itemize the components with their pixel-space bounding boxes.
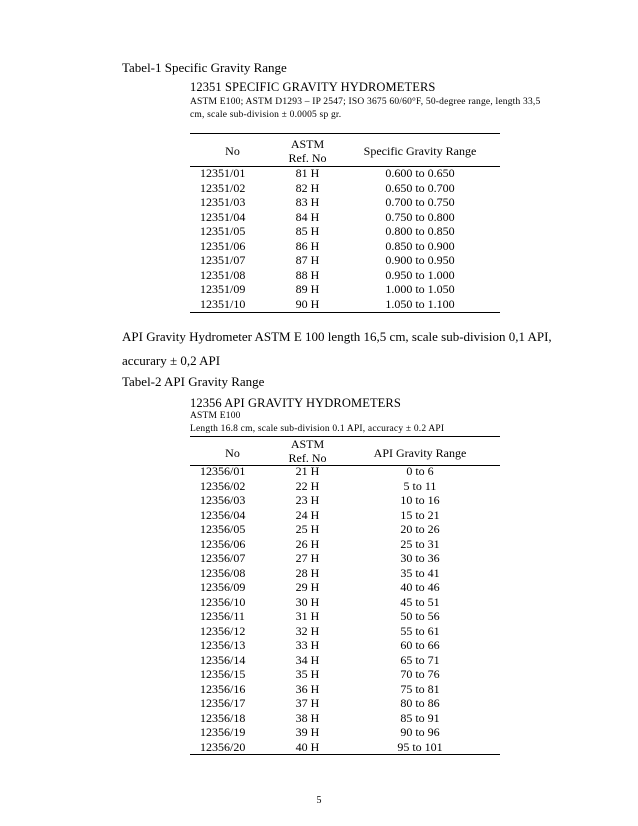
row-astm-ref: 21 H [295, 464, 320, 478]
table-row [190, 667, 500, 682]
row-range: 0.700 to 0.750 [385, 195, 455, 209]
row-range: 10 to 16 [400, 493, 440, 507]
row-astm-ref: 30 H [295, 594, 320, 609]
table2-header-astm-line1: ASTM [290, 437, 325, 451]
row-no: 12356/11 [200, 609, 245, 623]
row-no: 12356/19 [200, 725, 246, 739]
table2-caption: Tabel-2 API Gravity Range [122, 374, 265, 389]
table-row [190, 282, 500, 297]
table-row [190, 609, 500, 624]
table-row [190, 464, 500, 479]
table1-top-rule [190, 133, 500, 134]
row-astm-ref: 87 H [295, 253, 320, 267]
row-range: 0.600 to 0.650 [385, 166, 455, 180]
table1-header-range: Specific Gravity Range [363, 144, 477, 158]
row-range: 5 to 11 [403, 478, 437, 493]
row-range: 20 to 26 [400, 522, 440, 536]
row-no: 12356/10 [200, 594, 246, 609]
row-no: 12351/05 [200, 224, 246, 238]
row-range: 0.850 to 0.900 [385, 238, 455, 253]
row-range: 0.950 to 1.000 [385, 267, 455, 282]
row-range: 65 to 71 [400, 652, 440, 667]
row-no: 12356/16 [200, 681, 246, 696]
table-row [190, 653, 500, 668]
table-row [190, 181, 500, 196]
row-no: 12356/20 [200, 739, 246, 754]
row-range: 75 to 81 [400, 681, 440, 696]
row-no: 12351/06 [200, 238, 246, 253]
row-astm-ref: 81 H [295, 166, 320, 180]
row-no: 12356/14 [200, 652, 246, 667]
row-astm-ref: 32 H [295, 623, 320, 638]
table2-description-line1: ASTM E100 [190, 411, 241, 421]
table1-header-no: No [225, 144, 240, 158]
row-no: 12351/07 [200, 253, 246, 267]
row-astm-ref: 84 H [295, 209, 320, 224]
row-no: 12356/04 [200, 507, 246, 522]
table-row [190, 624, 500, 639]
table2-data-table [190, 464, 500, 754]
row-range: 80 to 86 [400, 696, 440, 710]
row-astm-ref: 28 H [295, 565, 320, 580]
row-range: 95 to 101 [397, 739, 443, 754]
row-no: 12356/17 [200, 696, 246, 710]
table-row [190, 508, 500, 523]
row-no: 12356/08 [200, 565, 246, 580]
row-no: 12356/05 [200, 522, 246, 536]
row-range: 0 to 6 [406, 464, 434, 478]
table2-title: 12356 API GRAVITY HYDROMETERS [190, 396, 401, 410]
row-no: 12356/15 [200, 667, 246, 681]
row-range: 35 to 41 [400, 565, 440, 580]
row-range: 30 to 36 [400, 551, 440, 565]
row-range: 15 to 21 [400, 507, 440, 522]
row-astm-ref: 25 H [295, 522, 320, 536]
table1-description-line1: ASTM E100; ASTM D1293 – IP 2547; ISO 3675 60/60°F, 50-degree range, length 33,5 [190, 97, 541, 107]
row-astm-ref: 82 H [295, 180, 320, 195]
row-no: 12356/13 [200, 638, 246, 652]
table1-bottom-rule [190, 312, 500, 313]
row-no: 12351/02 [200, 180, 246, 195]
row-astm-ref: 40 H [295, 739, 320, 754]
row-astm-ref: 89 H [295, 282, 320, 296]
table1-header-astm [275, 137, 340, 165]
row-no: 12356/07 [200, 551, 246, 565]
row-astm-ref: 24 H [295, 507, 320, 522]
table-row [190, 696, 500, 711]
row-astm-ref: 38 H [295, 710, 320, 725]
row-range: 0.900 to 0.950 [385, 253, 455, 267]
row-no: 12351/01 [200, 166, 246, 180]
row-astm-ref: 22 H [295, 478, 320, 493]
table-row [190, 239, 500, 254]
table-row [190, 580, 500, 595]
row-no: 12356/02 [200, 478, 246, 493]
row-no: 12356/09 [200, 580, 246, 594]
table-row [190, 595, 500, 610]
row-astm-ref: 37 H [295, 696, 320, 710]
table-row [190, 638, 500, 653]
row-no: 12356/06 [200, 536, 246, 551]
table2-bottom-rule [190, 754, 500, 755]
row-range: 50 to 56 [400, 609, 440, 623]
table1-header-astm-line2: Ref. No [288, 151, 327, 165]
table-row [190, 551, 500, 566]
table-row [190, 725, 500, 740]
row-no: 12356/12 [200, 623, 246, 638]
row-no: 12356/01 [200, 464, 246, 478]
table-row [190, 166, 500, 181]
page-number: 5 [316, 795, 322, 806]
row-astm-ref: 83 H [295, 195, 320, 209]
table1-description-line2: cm, scale sub-division ± 0.0005 sp gr. [190, 110, 342, 120]
table2-description-line2: Length 16.8 cm, scale sub-division 0.1 API, accuracy ± 0.2 API [190, 424, 445, 434]
row-no: 12356/03 [200, 493, 246, 507]
table1-header-astm-line1: ASTM [290, 137, 325, 151]
row-range: 85 to 91 [400, 710, 440, 725]
table2-header-astm [275, 437, 340, 465]
row-no: 12356/18 [200, 710, 246, 725]
row-range: 1.000 to 1.050 [385, 282, 455, 296]
table-row [190, 740, 500, 755]
row-range: 0.650 to 0.700 [385, 180, 455, 195]
table-row [190, 297, 500, 312]
table2-top-rule [190, 436, 500, 437]
table1-caption: Tabel-1 Specific Gravity Range [122, 60, 287, 75]
row-astm-ref: 35 H [295, 667, 320, 681]
row-no: 12351/10 [200, 296, 246, 311]
row-astm-ref: 23 H [295, 493, 320, 507]
row-astm-ref: 36 H [295, 681, 320, 696]
table-row [190, 711, 500, 726]
row-astm-ref: 29 H [295, 580, 320, 594]
table1-title: 12351 SPECIFIC GRAVITY HYDROMETERS [190, 80, 436, 94]
row-range: 90 to 96 [400, 725, 440, 739]
row-range: 70 to 76 [400, 667, 440, 681]
row-astm-ref: 86 H [295, 238, 320, 253]
table-row [190, 195, 500, 210]
table-row [190, 566, 500, 581]
row-range: 60 to 66 [400, 638, 440, 652]
row-no: 12351/04 [200, 209, 246, 224]
table2-rows [190, 464, 500, 754]
paragraph-line1: API Gravity Hydrometer ASTM E 100 length 16,5 cm, scale sub-division 0,1 API, [122, 329, 552, 344]
table-row [190, 210, 500, 225]
table-row [190, 682, 500, 697]
row-astm-ref: 27 H [295, 551, 320, 565]
row-astm-ref: 90 H [295, 296, 320, 311]
table2-header-no: No [225, 446, 240, 460]
row-range: 25 to 31 [400, 536, 440, 551]
table-row [190, 253, 500, 268]
row-no: 12351/08 [200, 267, 246, 282]
row-astm-ref: 33 H [295, 638, 320, 652]
paragraph-line2: accurary ± 0,2 API [122, 353, 221, 368]
row-no: 12351/03 [200, 195, 246, 209]
row-range: 40 to 46 [400, 580, 440, 594]
row-astm-ref: 26 H [295, 536, 320, 551]
row-astm-ref: 39 H [295, 725, 320, 739]
table-row [190, 522, 500, 537]
table-row [190, 268, 500, 283]
table-row [190, 224, 500, 239]
row-range: 45 to 51 [400, 594, 440, 609]
row-astm-ref: 88 H [295, 267, 320, 282]
row-no: 12351/09 [200, 282, 246, 296]
row-astm-ref: 85 H [295, 224, 320, 238]
table1-data-table [190, 166, 500, 311]
table-row [190, 479, 500, 494]
row-range: 0.750 to 0.800 [385, 209, 455, 224]
row-astm-ref: 31 H [295, 609, 320, 623]
row-range: 55 to 61 [400, 623, 440, 638]
table-row [190, 537, 500, 552]
table-row [190, 493, 500, 508]
row-range: 0.800 to 0.850 [385, 224, 455, 238]
table2-header-range: API Gravity Range [373, 446, 467, 460]
table1-rows [190, 166, 500, 311]
row-astm-ref: 34 H [295, 652, 320, 667]
row-range: 1.050 to 1.100 [385, 296, 455, 311]
table2-header-astm-line2: Ref. No [288, 451, 327, 465]
